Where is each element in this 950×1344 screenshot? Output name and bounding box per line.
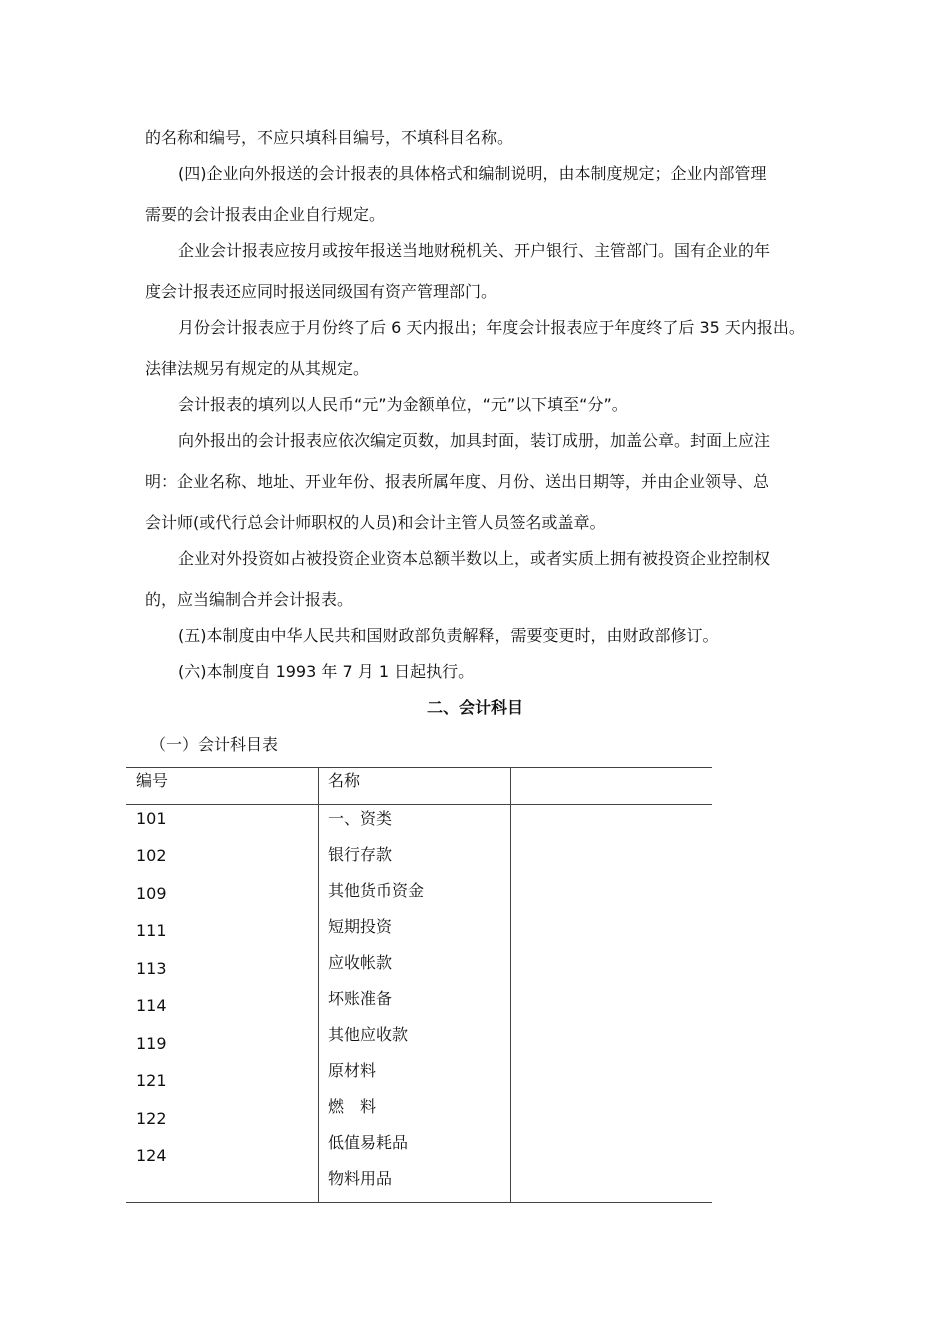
paragraph-line: 企业对外投资如占被投资企业资本总额半数以上，或者实质上拥有被投资企业控制权 <box>178 549 771 568</box>
account-code: 113 <box>136 959 167 978</box>
account-name: 燃 料 <box>328 1097 377 1116</box>
paragraph-line: 需要的会计报表由企业自行规定。 <box>145 205 386 224</box>
account-name: 应收帐款 <box>328 953 393 972</box>
account-name: 其他应收款 <box>328 1025 409 1044</box>
account-name: 短期投资 <box>328 917 393 936</box>
paragraph-line: 明：企业名称、地址、开业年份、报表所属年度、月份、送出日期等，并由企业领导、总 <box>145 472 770 491</box>
table-column-divider <box>510 767 511 1203</box>
account-name: 其他货币资金 <box>328 881 425 900</box>
paragraph-line: 的名称和编号，不应只填科目编号，不填科目名称。 <box>145 128 514 147</box>
header-code: 编号 <box>136 771 169 790</box>
account-code: 101 <box>136 809 167 828</box>
account-code: 122 <box>136 1109 167 1128</box>
paragraph-line: 月份会计报表应于月份终了后 6 天内报出；年度会计报表应于年度终了后 35 天内报出。 <box>178 318 805 337</box>
account-code: 109 <box>136 884 167 903</box>
paragraph-line: 向外报出的会计报表应依次编定页数，加具封面，装订成册，加盖公章。封面上应注 <box>178 431 771 450</box>
paragraph-line: 会计报表的填列以人民币“元”为金额单位，“元”以下填至“分”。 <box>178 395 628 414</box>
table-header-divider <box>126 804 712 805</box>
account-code: 114 <box>136 996 167 1015</box>
paragraph-line: 的，应当编制合并会计报表。 <box>145 590 354 609</box>
account-name: 低值易耗品 <box>328 1133 409 1152</box>
account-name: 银行存款 <box>328 845 393 864</box>
header-name: 名称 <box>328 771 361 790</box>
paragraph-line: 企业会计报表应按月或按年报送当地财税机关、开户银行、主管部门。国有企业的年 <box>178 241 771 260</box>
paragraph-line: (四)企业向外报送的会计报表的具体格式和编制说明，由本制度规定；企业内部管理 <box>178 164 767 183</box>
table-top-border <box>126 767 712 768</box>
table-column-divider <box>318 767 319 1203</box>
paragraph-line: 法律法规另有规定的从其规定。 <box>145 359 370 378</box>
account-code: 119 <box>136 1034 167 1053</box>
table-bottom-border <box>126 1202 712 1203</box>
account-code: 124 <box>136 1146 167 1165</box>
paragraph-line: (六)本制度自 1993 年 7 月 1 日起执行。 <box>178 662 475 681</box>
account-name: 物料用品 <box>328 1169 393 1188</box>
subsection-title: （一）会计科目表 <box>150 735 279 754</box>
paragraph-line: 度会计报表还应同时报送同级国有资产管理部门。 <box>145 282 498 301</box>
account-code: 111 <box>136 921 167 940</box>
account-name: 原材料 <box>328 1061 377 1080</box>
section-title: 二、会计科目 <box>426 698 523 717</box>
paragraph-line: (五)本制度由中华人民共和国财政部负责解释，需要变更时，由财政部修订。 <box>178 626 719 645</box>
account-name: 一、资类 <box>328 809 393 828</box>
account-code: 121 <box>136 1071 167 1090</box>
account-name: 坏账准备 <box>328 989 393 1008</box>
account-code: 102 <box>136 846 167 865</box>
paragraph-line: 会计师(或代行总会计师职权的人员)和会计主管人员签名或盖章。 <box>145 513 606 532</box>
